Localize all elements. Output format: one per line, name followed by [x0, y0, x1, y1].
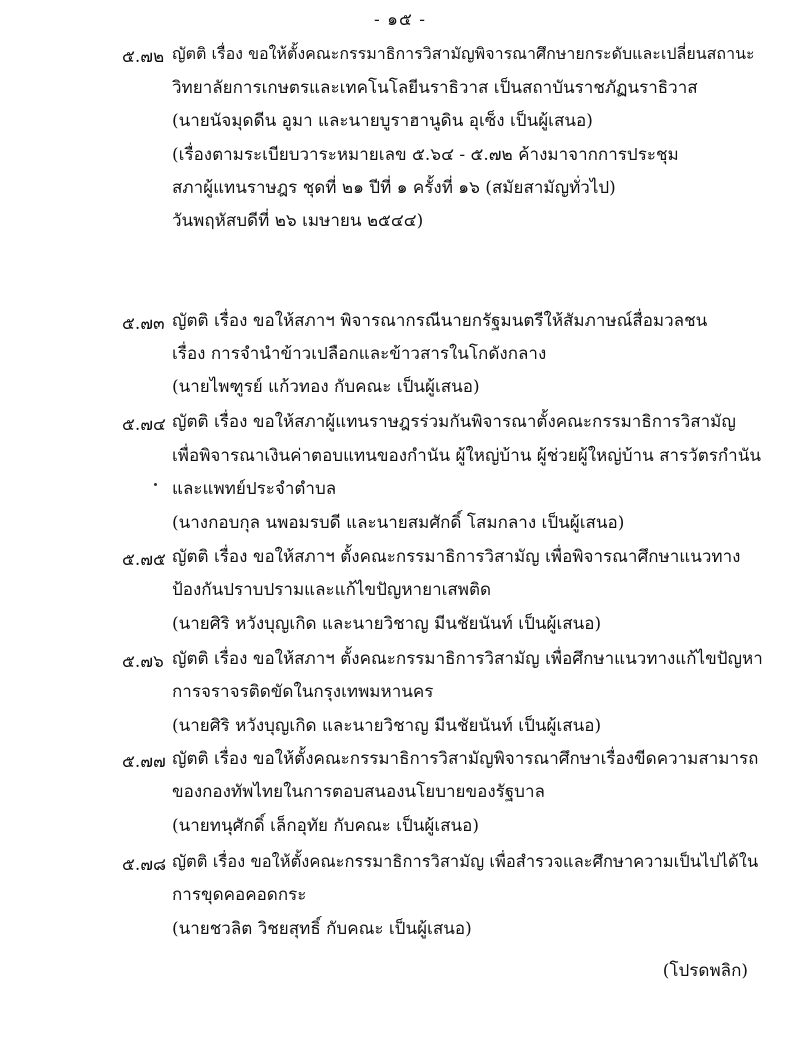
- item-number: ๕.๗๒: [122, 47, 165, 67]
- item-line: (นางกอบกุล นพอมรบดี และนายสมศักดิ์ โสมกลาง เป็นผู้เสนอ): [172, 513, 625, 533]
- item-number: ๕.๗๗: [122, 752, 166, 772]
- item-line: ญัตติ เรื่อง ขอให้สภาฯ ตั้งคณะกรรมาธิการวิสามัญ เพื่อศึกษาแนวทางแก้ไขปัญหา: [172, 649, 763, 669]
- item-line: (นายทนุศักดิ์ เล็กอุทัย กับคณะ เป็นผู้เสนอ): [172, 816, 480, 836]
- scan-speck: [154, 483, 157, 486]
- item-line: การจราจรติดขัดในกรุงเทพมหานคร: [172, 682, 434, 702]
- item-line: ญัตติ เรื่อง ขอให้ตั้งคณะกรรมาธิการวิสามัญ เพื่อสำรวจและศึกษาความเป็นไปได้ใน: [172, 852, 759, 871]
- item-number: ๕.๗๓: [122, 314, 165, 334]
- page-number: - ๑๕ -: [374, 10, 426, 30]
- item-line: วิทยาลัยการเกษตรและเทคโนโลยีนราธิวาส เป็นสถาบันราชภัฏนราธิวาส: [172, 78, 698, 98]
- item-line: เพื่อพิจารณาเงินค่าตอบแทนของกำนัน ผู้ใหญ่บ้าน ผู้ช่วยผู้ใหญ่บ้าน สารวัตรกำนัน: [172, 446, 761, 466]
- item-line: (เรื่องตามระเบียบวาระหมายเลข ๕.๖๔ - ๕.๗๒ ค้างมาจากการประชุม: [172, 145, 679, 165]
- item-line: เรื่อง การจำนำข้าวเปลือกและข้าวสารในโกดังกลาง: [172, 344, 547, 364]
- item-number: ๕.๗๔: [122, 415, 166, 435]
- item-line: (นายไพฑูรย์ แก้วทอง กับคณะ เป็นผู้เสนอ): [172, 377, 480, 397]
- item-line: ของกองทัพไทยในการตอบสนองนโยบายของรัฐบาล: [172, 782, 545, 802]
- item-line: ญัตติ เรื่อง ขอให้ตั้งคณะกรรมาธิการวิสามัญพิจารณาศึกษายกระดับและเปลี่ยนสถานะ: [172, 44, 755, 63]
- item-line: วันพฤหัสบดีที่ ๒๖ เมษายน ๒๕๔๔): [172, 211, 424, 231]
- item-line: (นายศิริ หวังบุญเกิด และนายวิชาญ มีนชัยนันท์ เป็นผู้เสนอ): [172, 614, 602, 634]
- item-number: ๕.๗๕: [122, 550, 166, 570]
- item-line: และแพทย์ประจำตำบล: [172, 479, 337, 499]
- item-line: ป้องกันปราบปรามและแก้ไขปัญหายาเสพติด: [172, 580, 492, 600]
- item-line: ญัตติ เรื่อง ขอให้สภาฯ พิจารณากรณีนายกรัฐมนตรีให้สัมภาษณ์สื่อมวลชน: [172, 311, 708, 331]
- item-number: ๕.๗๖: [122, 652, 164, 672]
- item-line: (นายนัจมุดดีน อูมา และนายบูราฮานูดิน อุเซ็ง เป็นผู้เสนอ): [172, 111, 593, 131]
- item-line: สภาผู้แทนราษฎร ชุดที่ ๒๑ ปีที่ ๑ ครั้งที่ ๑๖ (สมัยสามัญทั่วไป): [172, 178, 616, 198]
- item-line: ญัตติ เรื่อง ขอให้สภาผู้แทนราษฎรร่วมกันพิจารณาตั้งคณะกรรมาธิการวิสามัญ: [172, 412, 736, 432]
- item-line: ญัตติ เรื่อง ขอให้สภาฯ ตั้งคณะกรรมาธิการวิสามัญ เพื่อพิจารณาศึกษาแนวทาง: [172, 547, 741, 567]
- item-line: ญัตติ เรื่อง ขอให้ตั้งคณะกรรมาธิการวิสามัญพิจารณาศึกษาเรื่องขีดความสามารถ: [172, 749, 759, 769]
- item-line: (นายศิริ หวังบุญเกิด และนายวิชาญ มีนชัยนันท์ เป็นผู้เสนอ): [172, 716, 602, 736]
- item-number: ๕.๗๘: [122, 855, 167, 875]
- please-turn-over-note: (โปรดพลิก): [662, 961, 748, 981]
- item-line: การขุดคอคอดกระ: [172, 885, 307, 905]
- item-line: (นายชวลิต วิชยสุทธิ์ กับคณะ เป็นผู้เสนอ): [172, 919, 472, 939]
